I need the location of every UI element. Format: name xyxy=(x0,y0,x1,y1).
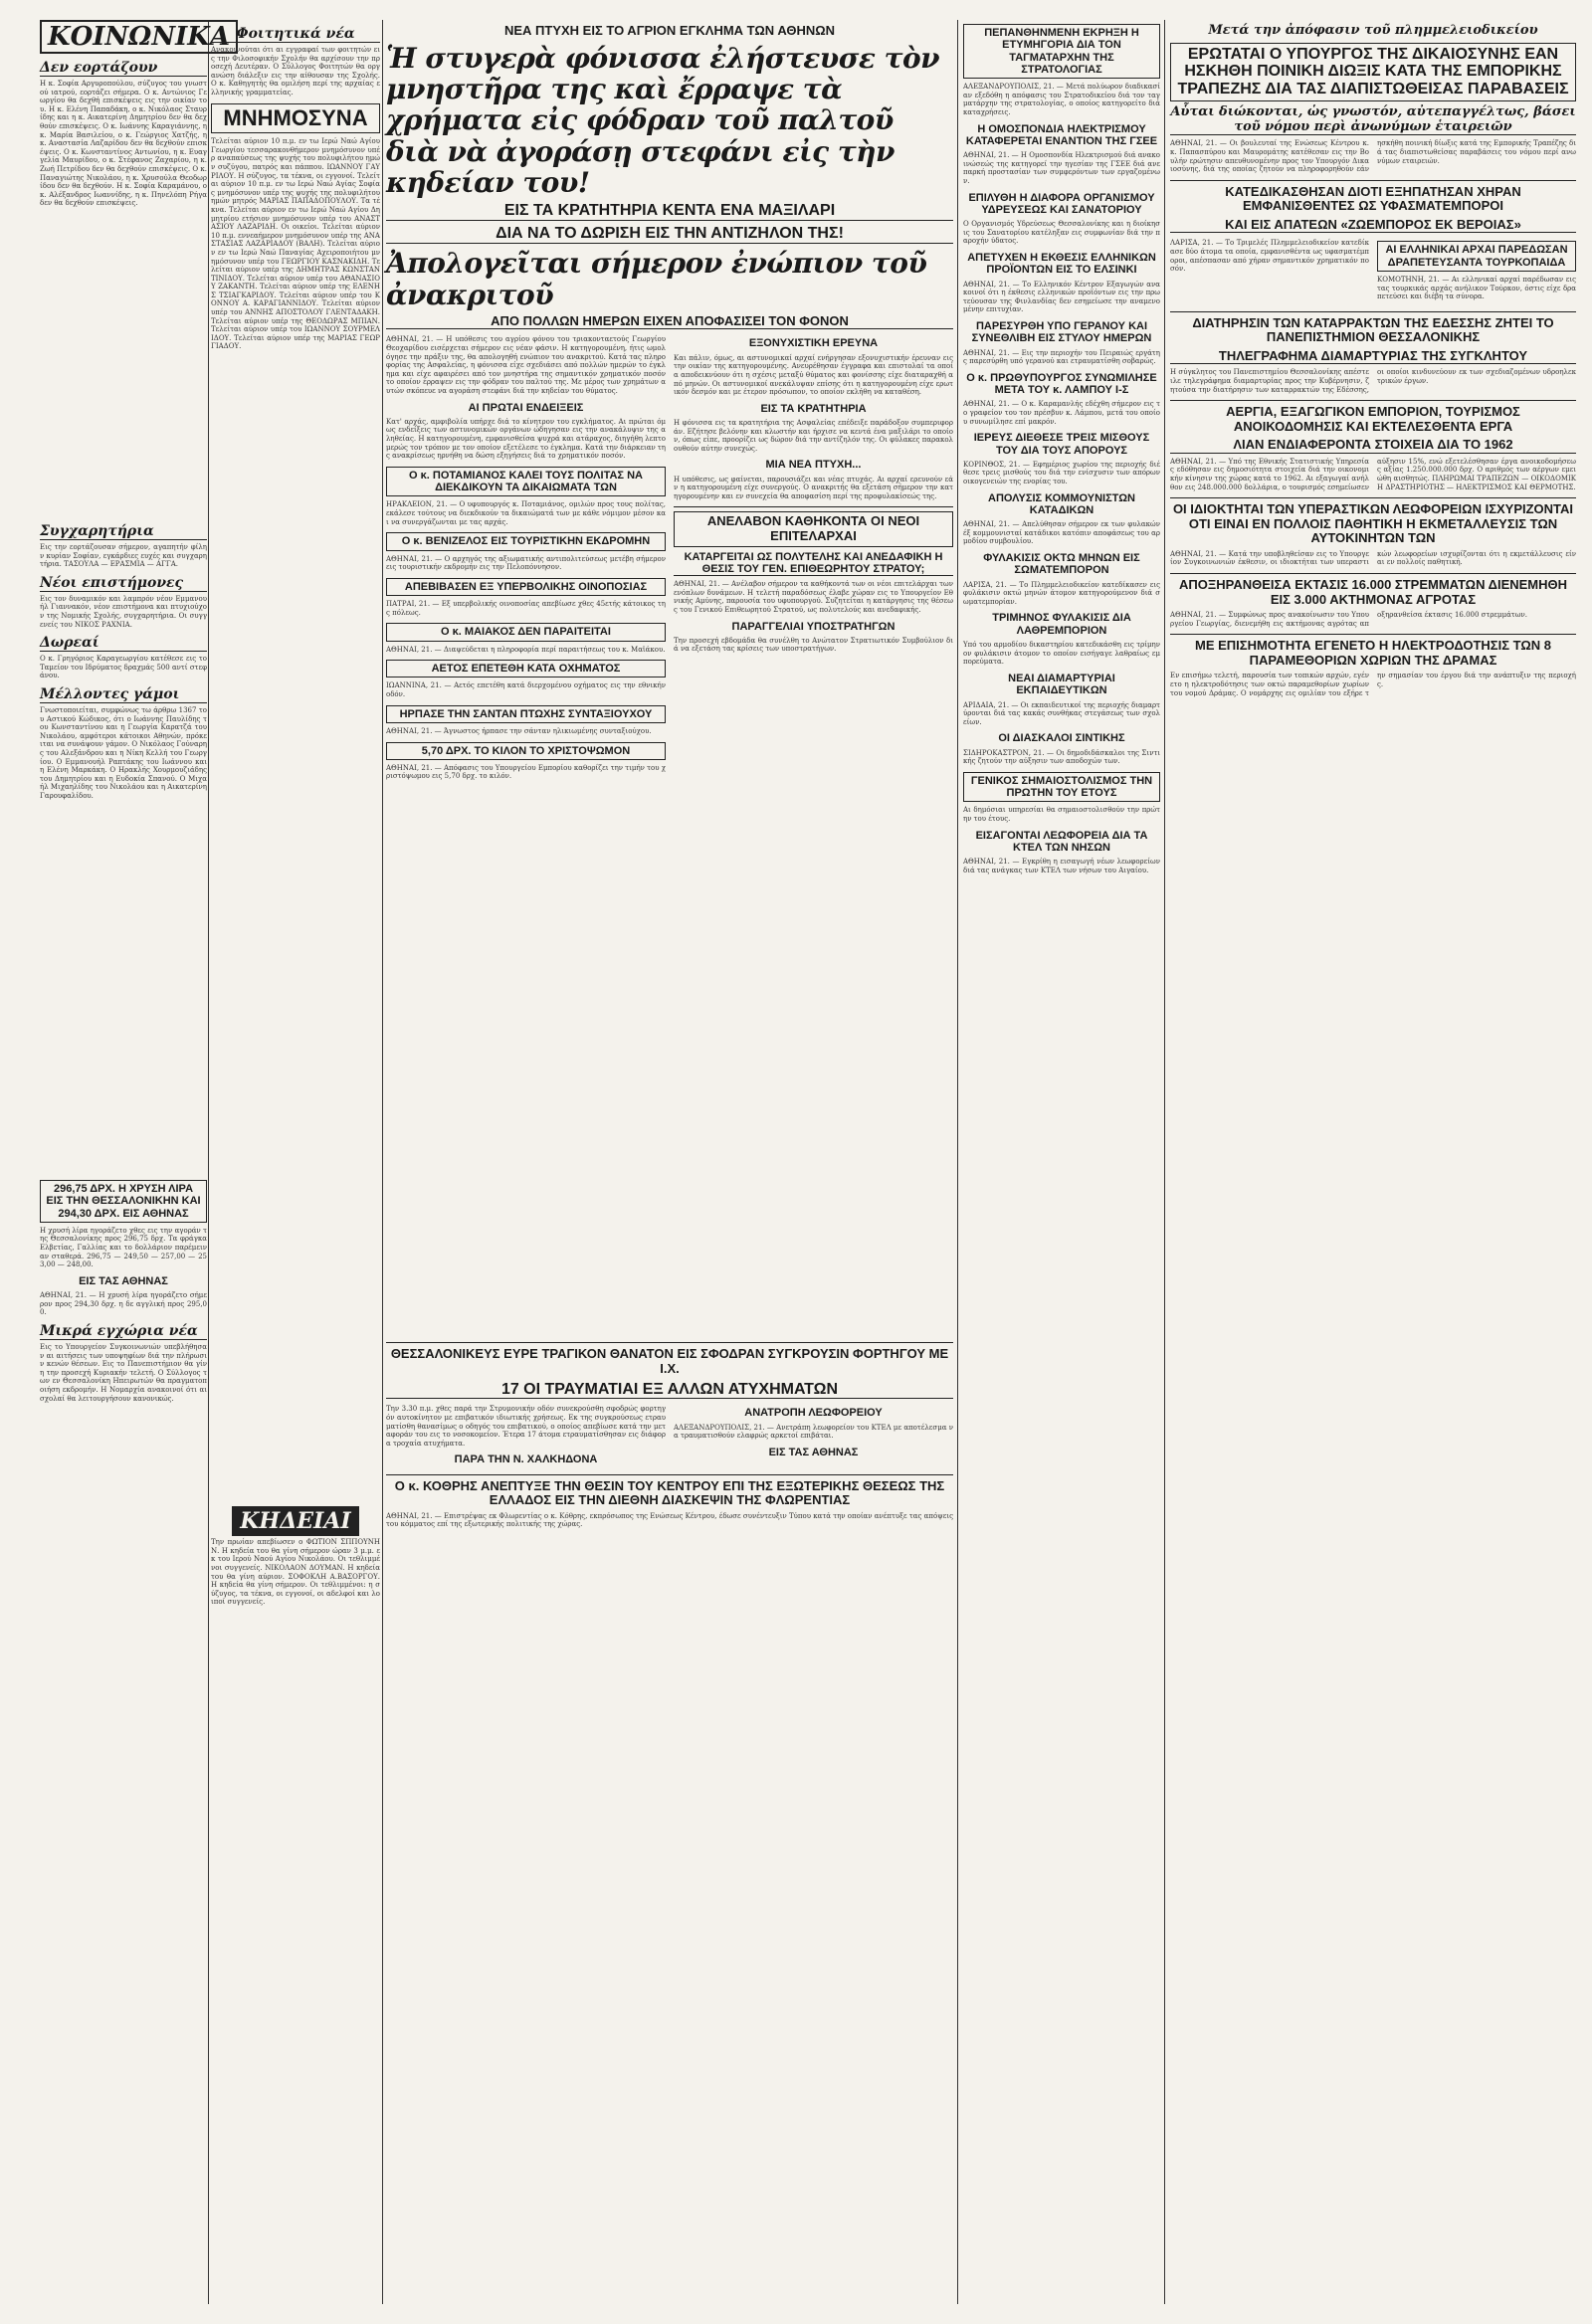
lead-headline: Ἡ στυγερὰ φόνισσα ἐλήστευσε τὸν μνηστῆρα της καὶ ἔρραψε τὰ χρήματα εἰς φόδραν τοῦ παλτοῦ διὰ νὰ ἀγοράσῃ στεφάνι εἰς τὴν κηδείαν του! xyxy=(386,41,940,199)
subheading: ΑΙ ΠΡΩΤΑΙ ΕΝΔΕΙΞΕΙΣ xyxy=(468,401,584,414)
story-headline: ΓΕΝΙΚΟΣ ΣΗΜΑΙΟΣΤΟΛΙΣΜΟΣ ΤΗΝ ΠΡΩΤΗΝ ΤΟΥ ΕΤΟΥΣ xyxy=(963,772,1160,803)
section-heading: Μικρά εγχώρια νέα xyxy=(40,1323,207,1340)
funerals-heading: ΚΗΔΕΙΑΙ xyxy=(232,1506,358,1536)
article-body: Γνωστοποιείται, συμφώνως τω άρθρω 1367 του Αστικού Κώδικος, ότι ο Ιωάννης Παυλίδης του Κωνσταντίνου και η Γεωργία Καρατζά του Νικολάου, αμφότεροι κάτοικοι Αθηνών, πρόκειται να συνάψουν γάμον. Ο Νικόλαος Γούναρης του Αλεξάνδρου και η Νίκη Κελλή του Γεωργίου. Ο Εμμανουήλ Ραπτάκης του Ιωάννου και η Ελένη Μαρκάκη. Ο Ηρακλής Χουρμουζιάδης του Δημητρίου και η Ευδοκία Σπανού. Ο Μιχαήλ Μιχαηλίδης του Νικολάου και η Αικατερίνη Γαρουφαλίδου. xyxy=(40,705,207,800)
subheading: ΠΑΡΑΓΓΕΛΙΑΙ ΥΠΟΣΤΡΑΤΗΓΩΝ xyxy=(731,620,896,633)
article-body: ΑΛΕΞΑΝΔΡΟΥΠΟΛΙΣ, 21. — Ανετράπη λεωφορείον του ΚΤΕΛ με αποτέλεσμα να τραυματισθούν ελαφρώς αρκετοί επιβάται. xyxy=(674,1423,953,1441)
article-body: ΣΙΔΗΡΟΚΑΣΤΡΟΝ, 21. — Οι δημοδιδάσκαλοι της Σιντικής ζητούν την αύξησιν των αποδοχών των. xyxy=(963,748,1160,766)
article-body: Ο κ. Γρηγόριος Καραγεωργίου κατέθεσε εις το Ταμείον του Ιδρύματος δραχμάς 500 αντί στεφάνου. xyxy=(40,655,207,680)
article-body: ΑΘΗΝΑΙ, 21. — Συμφώνως προς ανακοίνωσιν του Υπουργείου Γεωργίας, διενεμήθη εις ακτήμονας αγρότας αποξηρανθείσα έκτασις 16.000 στρεμμάτων. xyxy=(1170,611,1527,628)
story-headline: Ο κ. ΜΑΙΑΚΟΣ ΔΕΝ ΠΑΡΑΙΤΕΙΤΑΙ xyxy=(386,623,666,641)
section-heading: Νέοι επιστήμονες xyxy=(40,575,207,592)
story-headline: ΟΙ ΔΙΑΣΚΑΛΟΙ ΣΙΝΤΙΚΗΣ xyxy=(998,732,1125,745)
article-body: Η υπόθεσις, ως φαίνεται, παρουσιάζει και νέας πτυχάς. Αι αρχαί ερευνούν εάν η κατηγορουμένη είχε συνεργούς. Ο ανακριτής θα εξετάση σήμερον την κατηγορουμένην και εν συνεχεία θα αποφασίση περί της προφυλακίσεώς της. xyxy=(674,475,953,500)
story-headline: ΑΝΕΛΑΒΟΝ ΚΑΘΗΚΟΝΤΑ ΟΙ ΝΕΟΙ ΕΠΙΤΕΛΑΡΧΑΙ xyxy=(674,511,953,546)
article-body: ΑΘΗΝΑΙ, 21. — Ανέλαβον σήμερον τα καθήκοντά των οι νέοι επιτελάρχαι των ενόπλων δυνάμεων. Η τελετή παραδόσεως έλαβε χώραν εις το Υπουργείον Εθνικής Αμύνης, παρουσία του υφυπουργού. Συζητείται η κατάργησις της θέσεως του Γενικού Επιθεωρητού Στρατού, ως πολυτελούς και ανεδαφικής. xyxy=(674,580,953,614)
article-body: ΗΡΑΚΛΕΙΟΝ, 21. — Ο υφυπουργός κ. Ποταμιάνος, ομιλών προς τους πολίτας, εκάλεσε τούτους να διεκδικούν τα δικαιώματά των με κάθε νόμιμον μέσον και να συνεργάζωνται με τας αρχάς. xyxy=(386,500,666,526)
story-headline: ΝΕΑΙ ΔΙΑΜΑΡΤΥΡΙΑΙ ΕΚΠΑΙΔΕΥΤΙΚΩΝ xyxy=(1008,672,1115,697)
lead-kicker: ΝΕΑ ΠΤΥΧΗ ΕΙΣ ΤΟ ΑΓΡΙΟΝ ΕΓΚΛΗΜΑ ΤΩΝ ΑΘΗΝΩΝ xyxy=(503,23,836,38)
column-rule xyxy=(382,20,383,2304)
article-body: Αι δημόσιαι υπηρεσίαι θα σημαιοστολισθούν την πρώτην του έτους. xyxy=(963,806,1160,823)
column-briefs xyxy=(963,20,1160,2304)
article-body: ΑΛΕΞΑΝΔΡΟΥΠΟΛΙΣ, 21. — Μετά πολύωρον διαδικασίαν εξεδόθη η απόφασις του Στρατοδικείου διά τον ταγματάρχην της στρατολογίας, ο οποίος κατηγορείτο διά καταχρήσεις. xyxy=(963,83,1161,117)
subheading: ΠΑΡΑ ΤΗΝ Ν. ΧΑΛΚΗΔΟΝΑ xyxy=(454,1453,598,1466)
section-heading: Φοιτητικά νέα xyxy=(211,26,380,43)
article-body: ΑΘΗΝΑΙ, 21. — Διαψεύδεται η πληροφορία περί παραιτήσεως του κ. Μαϊάκου. xyxy=(386,645,666,654)
article-body: Και πάλιν, όμως, αι αστυνομικαί αρχαί ενήργησαν εξονυχιστικήν έρευναν εις την οικίαν της κατηγορουμένης. Ανευρέθησαν έγγραφα και επιστολαί τα οποία αποδεικνύουν ότι η σχέσις μεταξύ θύματος και φονίσσης είχε διαταραχθή από μηνών. Οι αστυνομικοί ανεκάλυψαν επίσης ότι η κατηγορουμένη είχε ερωτικόν δεσμόν και με έτερον πρόσωπον, το οποίον εκλήθη να καταθέση. xyxy=(674,353,953,397)
social-masthead: ΚΟΙΝΩΝΙΚΑ xyxy=(40,20,238,54)
article-body: Υπό του αρμοδίου δικαστηρίου κατεδικάσθη εις τρίμηνον φυλάκισιν άτομον το οποίον εισήγαγε λαθραίως εμπορεύματα. xyxy=(963,641,1160,667)
column-social xyxy=(40,20,231,2304)
section-heading: Συγχαρητήρια xyxy=(40,523,207,540)
column-rule xyxy=(1164,20,1165,2304)
story-headline: ΙΕΡΕΥΣ ΔΙΕΘΕΣΕ ΤΡΕΙΣ ΜΙΣΘΟΥΣ ΤΟΥ ΔΙΑ ΤΟΥΣ ΑΠΟΡΟΥΣ xyxy=(973,432,1150,457)
story-headline: ΑΠΟΞΗΡΑΝΘΕΙΣΑ ΕΚΤΑΣΙΣ 16.000 ΣΤΡΕΜΜΑΤΩΝ ΔΙΕΝΕΜΗΘΗ ΕΙΣ 3.000 ΑΚΤΗΜΟΝΑΣ ΑΓΡΟΤΑΣ xyxy=(1178,577,1568,607)
article-body: Εις τον δυναμικόν και λαμπρόν νέον Εμμανουήλ Γιαννακόν, νέον επιστήμονα και πτυχιούχον της Νομικής Σχολής, συγχαρητήρια. Οι συγγενείς του ΝΙΚΟΣ ΡΑΧΝΙΑ. xyxy=(40,594,207,629)
article-body: ΑΘΗΝΑΙ, 21. — Η χρυσή λίρα ηγοράζετο σήμερον προς 294,30 δρχ. η δε αγγλική προς 295,00. xyxy=(40,1291,207,1317)
article-body: ΑΘΗΝΑΙ, 21. — Εγκρίθη η εισαγωγή νέων λεωφορείων διά τας ανάγκας των ΚΤΕΛ των νήσων του Αιγαίου. xyxy=(963,858,1160,874)
article-body: Εις την εορτάζουσαν σήμερον, αγαπητήν φίλην κυρίαν Σοφίαν, εγκάρδιες ευχές και συγχαρητήρια. ΤΑΣΟΥΛΑ — ΕΡΑΣΜΙΑ — ΑΓΓΑ. xyxy=(40,543,207,569)
article-body: ΙΩΑΝΝΙΝΑ, 21. — Αετός επετέθη κατά διερχομένου οχήματος εις την εθνικήν οδόν. xyxy=(386,681,666,699)
article-body: ΑΡΙΔΑΙΑ, 21. — Οι εκπαιδευτικοί της περιοχής διαμαρτύρονται διά τας κακάς συνθήκας στεγάσεως των σχολείων. xyxy=(963,700,1160,726)
section-heading: Δεν εορτάζουν xyxy=(40,60,207,77)
story-deck: 17 ΟΙ ΤΡΑΥΜΑΤΙΑΙ ΕΞ ΑΛΛΩΝ ΑΤΥΧΗΜΑΤΩΝ xyxy=(386,1381,953,1400)
article-body: ΑΘΗΝΑΙ, 21. — Η υπόθεσις του αγρίου φόνου του τριακονταετούς Γεωργίου Θεοχαρίδου εισέρχεται σήμερον εις νέαν φάσιν. Η κατηγορουμένη, ήτις ωμολόγησε την πράξιν της, θα απολογηθή ενώπιον του ανακριτού. Κατά τας πληροφορίας της Ασφαλείας, η φόνισσα είχε σχεδιάσει από πολλών ημερών το έγκλημα και είχε αφαιρέσει από τον μνηστήρα της σημαντικόν χρηματικόν ποσόν το οποίον έρραψεν εις την φόδραν του παλτού της. Με μέρος των χρημάτων αυτών σκόπευε να αγοράση στεφάνι διά την κηδείαν του θύματος. xyxy=(386,335,666,395)
article-body: ΑΘΗΝΑΙ, 21. — Οι βουλευταί της Ενώσεως Κέντρου κ.κ. Παπασπύρου και Μαυρομάτης κατέθεσαν εις την Βουλήν ερώτησιν απευθυνομένην προς τον Υπουργόν Δικαιοσύνης, διά της οποίας ζητούν να πληροφορηθούν εάν ησκήθη ποινική δίωξις κατά της Εμπορικής Τραπέζης διά τας διαπιστωθείσας παραβάσεις του νόμου περί ανωνύμων εταιρειών. xyxy=(1170,139,1576,174)
story-headline: 5,70 ΔΡΧ. ΤΟ ΚΙΛΟΝ ΤΟ ΧΡΙΣΤΟΨΩΜΟΝ xyxy=(386,742,666,760)
lead-deck: ΑΠΟ ΠΟΛΛΩΝ ΗΜΕΡΩΝ ΕΙΧΕΝ ΑΠΟΦΑΣΙΣΕΙ ΤΟΝ ΦΟΝΟΝ xyxy=(386,314,953,330)
subheading: ΕΙΣ ΤΑΣ ΑΘΗΝΑΣ xyxy=(768,1446,859,1458)
story-headline: ΠΕΠΑΝΘΗΝΜΕΝΗ ΕΚΡΗΞΗ Η ΕΤΥΜΗΓΟΡΙΑ ΔΙΑ ΤΟΝ ΤΑΓΜΑΤΑΡΧΗΝ ΤΗΣ ΣΤΡΑΤΟΛΟΓΙΑΣ xyxy=(963,24,1160,79)
article-body: ΑΘΗΝΑΙ, 21. — Ο κ. Καραμανλής εδέχθη σήμερον εις το γραφείον του τον πρέσβυν κ. Λάμπου, μετά του οποίου συνωμίλησε επί μακρόν. xyxy=(963,400,1160,426)
story-headline: Ο κ. ΠΡΩΘΥΠΟΥΡΓΟΣ ΣΥΝΩΜΙΛΗΣΕ ΜΕΤΑ ΤΟΥ κ. ΛΑΜΠΟΥ Ι-Σ xyxy=(966,371,1157,397)
article-body: ΑΘΗΝΑΙ, 21. — Ο αρχηγός της αξιωματικής αντιπολιτεύσεως μετέβη σήμερον εις τουριστικήν εκδρομήν εις την Πελοπόννησον. xyxy=(386,554,666,572)
article-body: ΑΘΗΝΑΙ, 21. — Άγνωστος ήρπασε την σάνταν ηλικιωμένης συνταξιούχου. xyxy=(386,726,652,735)
article-body: Εν επισήμω τελετή, παρουσία των τοπικών αρχών, εγένετο η ηλεκτροδότησις των οκτώ παραμεθορίων χωρίων του νομού Δράμας. Ο νομάρχης εις ομιλίαν του εξήρε την σημασίαν του έργου διά την ανάπτυξιν της περιοχής. xyxy=(1170,672,1576,697)
story-headline: ΔΙΑΤΗΡΗΣΙΝ ΤΩΝ ΚΑΤΑΡΡΑΚΤΩΝ ΤΗΣ ΕΔΕΣΣΗΣ ΖΗΤΕΙ ΤΟ ΠΑΝΕΠΙΣΤΗΜΙΟΝ ΘΕΣΣΑΛΟΝΙΚΗΣ xyxy=(1192,314,1554,345)
article-body: ΚΟΡΙΝΘΟΣ, 21. — Εφημέριος χωρίου της περιοχής διέθεσε τρεις μισθούς του διά την ενίσχυσιν των απόρων οικογενειών της ενορίας του. xyxy=(963,460,1160,486)
article-body: ΚΟΜΟΤΗΝΗ, 21. — Αι ελληνικαί αρχαί παρέδωσαν εις τας τουρκικάς αρχάς ανήλικον Τούρκον, όστις είχε δραπετεύσει και διέβη τα σύνορα. xyxy=(1377,276,1576,301)
section-heading: Μέλλοντες γάμοι xyxy=(40,686,207,703)
subheading: ΜΙΑ ΝΕΑ ΠΤΥΧΗ... xyxy=(765,459,862,472)
article-body: ΛΑΡΙΣΑ, 21. — Το Πλημμελειοδικείον κατεδίκασεν εις φυλάκισιν οκτώ μηνών άτομον κατηγορούμενον διά σωματεμπορίαν. xyxy=(963,580,1160,606)
column-notices xyxy=(211,20,380,2304)
article-body: Η σύγκλητος του Πανεπιστημίου Θεσσαλονίκης απέστειλε τηλεγράφημα διαμαρτυρίας προς την Κυβέρνησιν, ζητούσα την διατήρησιν των καταρρακτών της Εδέσσης, οι οποίοι κινδυνεύουν εκ των σχεδιαζομένων υδροηλεκτρικών έργων. xyxy=(1170,368,1576,394)
article-body: ΑΘΗΝΑΙ, 21. — Υπό της Εθνικής Στατιστικής Υπηρεσίας εδόθησαν εις δημοσιότητα στοιχεία διά την οικονομικήν κίνησιν της χώρας κατά το 1962. Αι εξαγωγαί ανήλθον εις 248.000.000 δολλάρια, ο τουρισμός εσημείωσεν αύξησιν 15%, ενώ εξετελέσθησαν έργα ανοικοδομήσεως αξίας 1.250.000.000 δρχ. Ο αριθμός των αέργων εμειώθη αισθητώς. ΠΛΗΡΩΜΑΙ ΤΡΑΠΕΖΩΝ — ΟΙΚΟΔΟΜΙΚΗ ΔΡΑΣΤΗΡΙΟΤΗΣ — ΗΛΕΚΤΡΙΣΜΟΣ ΚΑΙ ΘΕΡΜΟΤΗΣ. xyxy=(1170,457,1576,491)
story-column xyxy=(386,333,666,1338)
article-body: Ο Οργανισμός Υδρεύσεως Θεσσαλονίκης και η διοίκησις του Σανατορίου κατέληξαν εις συμφωνίαν διά την παροχήν ύδατος. xyxy=(963,220,1160,246)
story-headline: ΕΙΣΑΓΟΝΤΑΙ ΛΕΩΦΟΡΕΙΑ ΔΙΑ ΤΑ ΚΤΕΛ ΤΩΝ ΝΗΣΩΝ xyxy=(975,829,1148,854)
story-headline: ΦΥΛΑΚΙΣΙΣ ΟΚΤΩ ΜΗΝΩΝ ΕΙΣ ΣΩΜΑΤΕΜΠΟΡΟΝ xyxy=(983,552,1140,577)
column-rule xyxy=(957,20,958,2304)
story-headline: ΑΠΕΤΥΧΕΝ Η ΕΚΘΕΣΙΣ ΕΛΛΗΝΙΚΩΝ ΠΡΟΪΟΝΤΩΝ ΕΙΣ ΤΟ ΕΛΣΙΝΚΙ xyxy=(967,252,1156,277)
column-lead xyxy=(386,20,953,2304)
lead-deck: ΔΙΑ ΝΑ ΤΟ ΔΩΡΙΣΗ ΕΙΣ ΤΗΝ ΑΝΤΙΖΗΛΟΝ ΤΗΣ! xyxy=(386,225,953,244)
story-headline: Η ΟΜΟΣΠΟΝΔΙΑ ΗΛΕΚΤΡΙΣΜΟΥ ΚΑΤΑΦΕΡΕΤΑΙ ΕΝΑΝΤΙΟΝ ΤΗΣ ΓΣΕΕ xyxy=(965,122,1158,147)
article-body: ΠΑΤΡΑΙ, 21. — Εξ υπερβολικής οινοποσίας απεβίωσε χθες 45ετής κάτοικος της πόλεως. xyxy=(386,600,666,617)
subheading: ΕΙΣ ΤΑ ΚΡΑΤΗΤΗΡΙΑ xyxy=(760,402,867,415)
story-headline: ΕΠΙΛΥΘΗ Η ΔΙΑΦΟΡΑ ΟΡΓΑΝΙΣΜΟΥ ΥΔΡΕΥΣΕΩΣ ΚΑΙ ΣΑΝΑΤΟΡΙΟΥ xyxy=(968,191,1155,216)
story-headline: ΑΙ ΕΛΛΗΝΙΚΑΙ ΑΡΧΑΙ ΠΑΡΕΔΩΣΑΝ ΔΡΑΠΕΤΕΥΣΑΝΤΑ ΤΟΥΡΚΟΠΑΙΔΑ xyxy=(1377,241,1576,272)
article-body: ΑΘΗΝΑΙ, 21. — Απελύθησαν σήμερον εκ των φυλακών έξ κομμουνισταί κατάδικοι κατόπιν αποφάσεως του αρμοδίου συμβουλίου. xyxy=(963,520,1160,546)
article-body: Εις το Υπουργείον Συγκοινωνιών υπεβλήθησαν αι αιτήσεις των υποψηφίων διά την πλήρωσιν κενών θέσεων. Εις το Πανεπιστήμιον θα γίνη την προσεχή Κυριακήν τελετή. Ο Σύλλογος των εν Θεσσαλονίκη Ηπειρωτών θα πραγματοποιήση εκδρομήν. Η Νομαρχία ανακοινοί ότι αι σχολαί θα λειτουργήσουν κανονικώς. xyxy=(40,1342,207,1403)
article-body: Ανακοινούται ότι αι εγγραφαί των φοιτητών εις την Φιλοσοφικήν Σχολήν θα αρχίσουν την προσεχή Δευτέραν. Ο Σύλλογος Φοιτητών θα οργανώση διάλεξιν εις την αίθουσαν της Σχολής. Ο κ. Καθηγητής θα ομιλήση περί της αρχαίας ελληνικής γραμματείας. xyxy=(211,46,380,97)
column-rule xyxy=(208,20,209,2304)
story-headline: ΗΡΠΑΣΕ ΤΗΝ ΣΑΝΤΑΝ ΠΤΩΧΗΣ ΣΥΝΤΑΞΙΟΥΧΟΥ xyxy=(386,705,666,723)
dateline-heading: ΕΙΣ ΤΑΣ ΑΘΗΝΑΣ xyxy=(79,1274,168,1287)
article-body: ΑΘΗΝΑΙ, 21. — Επιστρέψας εκ Φλωρεντίας ο κ. Κόθρης, εκπρόσωπος της Ενώσεως Κέντρου, έδωσε συνέντευξιν Τύπου κατά την οποίαν ανέπτυξε τας απόψεις του κόμματος επί της εξωτερικής πολιτικής της χώρας. xyxy=(386,1511,953,1529)
article-body: ΑΘΗΝΑΙ, 21. — Το Ελληνικόν Κέντρον Εξαγωγών ανακοινοί ότι η έκθεσις ελληνικών προϊόντων εις την πρωτεύουσαν της Φινλανδίας δεν εσημείωσε την αναμενομένην επιτυχίαν. xyxy=(963,280,1160,314)
story-headline: ΜΕ ΕΠΙΣΗΜΟΤΗΤΑ ΕΓΕΝΕΤΟ Η ΗΛΕΚΤΡΟΔΟΤΗΣΙΣ ΤΩΝ 8 ΠΑΡΑΜΕΘΟΡΙΩΝ ΧΩΡΙΩΝ ΤΗΣ ΔΡΑΜΑΣ xyxy=(1195,638,1551,668)
story-headline: ΚΑΤΕΔΙΚΑΣΘΗΣΑΝ ΔΙΟΤΙ ΕΞΗΠΑΤΗΣΑΝ ΧΗΡΑΝ ΕΜΦΑΝΙΣΘΕΝΤΕΣ ΩΣ ΥΦΑΣΜΑΤΕΜΠΟΡΟΙ xyxy=(1225,183,1521,214)
article-body: Η φόνισσα εις τα κρατητήρια της Ασφαλείας επέδειξε παράδοξον συμπεριφοράν. Εζήτησε βελόνην και κλωστήν και ήρχισε να κεντά ένα μαξιλάρι το οποίον, όπως είπε, προορίζει ως δώρον διά την αντίζηλόν της. Οι φύλακες παρακολουθούν αύτην συνεχώς. xyxy=(674,419,953,453)
story-headline: ΑΕΡΓΙΑ, ΕΞΑΓΩΓΙΚΟΝ ΕΜΠΟΡΙΟΝ, ΤΟΥΡΙΣΜΟΣ ΑΝΟΙΚΟΔΟΜΗΣΙΣ ΚΑΙ ΕΚΤΕΛΕΣΘΕΝΤΑ ΕΡΓΑ xyxy=(1226,404,1520,434)
subheading: ΑΝΑΤΡΟΠΗ ΛΕΩΦΟΡΕΙΟΥ xyxy=(744,1407,883,1420)
story-headline: ΤΡΙΜΗΝΟΣ ΦΥΛΑΚΙΣΙΣ ΔΙΑ ΛΑΘΡΕΜΠΟΡΙΟΝ xyxy=(992,612,1131,637)
story-deck: ΛΙΑΝ ΕΝΔΙΑΦΕΡΟΝΤΑ ΣΤΟΙΧΕΙΑ ΔΙΑ ΤΟ 1962 xyxy=(1170,438,1576,454)
story-headline: ΠΑΡΕΣΥΡΘΗ ΥΠΟ ΓΕΡΑΝΟΥ ΚΑΙ ΣΥΝΕΘΛΙΒΗ ΕΙΣ ΣΤΥΛΟΥ ΗΜΕΡΩΝ xyxy=(971,320,1152,345)
article-body: ΑΘΗΝΑΙ, 21. — Απόφασις του Υπουργείου Εμπορίου καθορίζει την τιμήν του χριστόψωμου εις 5,70 δρχ. το κιλόν. xyxy=(386,763,666,781)
story-deck: ΤΗΛΕΓΡΑΦΗΜΑ ΔΙΑΜΑΡΤΥΡΙΑΣ ΤΗΣ ΣΥΓΚΛΗΤΟΥ xyxy=(1170,349,1576,365)
story-column xyxy=(674,333,953,1338)
story-headline: Ο κ. ΒΕΝΙΖΕΛΟΣ ΕΙΣ ΤΟΥΡΙΣΤΙΚΗΝ ΕΚΔΡΟΜΗΝ xyxy=(386,532,666,550)
story-headline: ΕΡΩΤΑΤΑΙ Ο ΥΠΟΥΡΓΟΣ ΤΗΣ ΔΙΚΑΙΟΣΥΝΗΣ ΕΑΝ ΗΣΚΗΘΗ ΠΟΙΝΙΚΗ ΔΙΩΞΙΣ ΚΑΤΑ ΤΗΣ ΕΜΠΟΡΙΚΗΣ ΤΡΑΠΕΖΗΣ ΔΙΑ ΤΑΣ ΔΙΑΠΙΣΤΩΘΕΙΣΑΣ ΠΑΡΑΒΑΣΕΙΣ xyxy=(1170,43,1576,102)
story-headline: Ο κ. ΚΟΘΡΗΣ ΑΝΕΠΤΥΞΕ ΤΗΝ ΘΕΣΙΝ ΤΟΥ ΚΕΝΤΡΟΥ ΕΠΙ ΤΗΣ ΕΞΩΤΕΡΙΚΗΣ ΘΕΣΕΩΣ ΤΗΣ ΕΛΛΑΔΟΣ ΕΙΣ ΤΗΝ ΔΙΕΘΝΗ ΔΙΑΣΚΕΨΙΝ ΤΗΣ ΦΛΩΡΕΝΤΙΑΣ xyxy=(394,1477,945,1508)
article-body: ΑΘΗΝΑΙ, 21. — Εις την περιοχήν του Πειραιώς εργάτης παρεσύρθη υπό γερανού και ετραυματίσθη σοβαρώς. xyxy=(963,348,1160,366)
article-body: Κατ' αρχάς, αμφιβολία υπήρχε διά το κίνητρον του εγκλήματος. Αι πρώται όμως ενδείξεις των αστυνομικών οργάνων ώδηγησαν εις την ανακάλυψιν της αληθείας. Η κατηγορουμένη, εμφανισθείσα ψυχρά και ατάραχος, διηγήθη λεπτομερώς τον τρόπον με τον οποίον εξετέλεσε το έγκλημα. Κατά την διάρκειαν της ανακρίσεως ηρνήθη να δώση εξηγήσεις διά το χρηματικόν ποσόν. xyxy=(386,417,666,461)
story-headline: ΑΠΟΛΥΣΙΣ ΚΟΜΜΟΥΝΙΣΤΩΝ ΚΑΤΑΔΙΚΩΝ xyxy=(988,491,1135,516)
story-deck: ΚΑΤΑΡΓΕΙΤΑΙ ΩΣ ΠΟΛΥΤΕΛΗΣ ΚΑΙ ΑΝΕΔΑΦΙΚΗ Η ΘΕΣΙΣ ΤΟΥ ΓΕΝ. ΕΠΙΘΕΩΡΗΤΟΥ ΣΤΡΑΤΟΥ; xyxy=(674,551,953,577)
article-body: Τελείται αύριον 10 π.μ. εν τω Ιερώ Ναώ Αγίου Γεωργίου τεσσαρακονθήμερον μνημόσυνον υπέρ αναπαύσεως της ψυχής του πολυφιλήτου ημών συζύγου, πατρός και πάππου. ΙΩΑΝΝΟΥ ΓΑΥΡΙΛΟΥ. Η σύζυγος, τα τέκνα, οι εγγονοί. Τελείται αύριον 10 π.μ. εν τω Ιερώ Ναώ Αγίας Σοφίας μνημόσυνον υπέρ της ψυχής της πολυφιλήτου ημών μητρός ΜΑΡΙΑΣ ΠΑΠΑΔΟΠΟΥΛΟΥ. Τα τέκνα. Τελείται αύριον εν τω Ιερώ Ναώ Αγίου Δημητρίου ετήσιον μνημόσυνον υπέρ του ΑΝΑΣΤΑΣΙΟΥ ΛΑΖΑΡΙΔΗ. Οι οικείοι. Τελείται αύριον 10 π.μ. εννεαήμερον μνημόσυνον υπέρ της ΑΝΑΣΤΑΣΙΑΣ ΛΑΖΑΡΙΑΔΟΥ (ΒΑΛΗ). Τελείται αύριον εν τω Ιερώ Ναώ Παναγίας Αχειροποιήτου μνημόσυνον υπέρ του ΓΕΩΡΓΙΟΥ ΚΑΣΝΑΚΙΔΗ. Τελείται αύριον υπέρ της ΔΗΜΗΤΡΑΣ ΚΩΝΣΤΑΝΤΙΝΙΔΟΥ. Τελείται αύριον υπέρ του ΑΘΑΝΑΣΙΟΥ ΖΑΚΑΝΤΗ. Τελείται αύριον υπέρ της ΕΛΕΝΗΣ ΤΣΙΑΓΚΑΡΙΔΟΥ. Τελείται αύριον υπέρ του ΚΟΝΝΟΥ Α. ΚΑΡΑΓΙΑΝΝΙΔΟΥ. Τελείται αύριον υπέρ του ΑΝΝΗΣ ΑΠΟΣΤΟΛΟΥ ΓΛΕΝΤΑΔΑΚΗ. Τελείται αύριον υπέρ της ΘΕΟΔΩΡΑΣ ΜΠΙΑΝ. Τελείται αύριον υπέρ του ΙΩΑΝΝΟΥ ΣΟΥΡΜΕΛΙΔΟΥ. Τελείται αύριον υπέρ της ΜΑΡΙΑΣ ΓΕΩΡΓΙΑΔΟΥ. xyxy=(211,137,380,351)
article-body: Η χρυσή λίρα ηγοράζετο χθες εις την αγοράν της Θεσσαλονίκης προς 296,75 δρχ. Τα φράγκα Ελβετίας, Γαλλίας και το δολλάριον παρέμειναν σταθερά. 296,75 — 249,50 — 257,00 — 253,00 — 248,00. xyxy=(40,1226,207,1269)
article-body: Η κ. Σοφία Αργυροπούλου, σύζυγος του γνωστού ιατρού, εορτάζει σήμερα. Ο κ. Αντώνιος Γεωργίου θα δεχθή επισκέψεις εις την οικίαν του. Η κ. Ελένη Παπαδάκη, ο κ. Νικόλαος Σταυρίδης και η κ. Αικατερίνη Δημητρίου δεν θα δεχθούν επισκέψεις. Ο κ. Ιωάννης Καραγιάννης, η κ. Μαρία Βασιλείου, ο κ. Γεώργιος Χατζής, η κ. Αναστασία Λαζαρίδου δεν θα δεχθούν επισκέψεις. Ο κ. Κωνσταντίνος Αντωνίου, η κ. Ευαγγελία Μαυρίδου, ο κ. Στέφανος Ζαχαρίου, η κ. Ζωή Πετρίδου δεν θα δεχθούν επισκέψεις. Ο κ. Παναγιώτης Νικολάου, η κ. Χρυσούλα Θεοδωρίδου δεν θα δεχθούν. Η κ. Σοφία Καραμάνου, ο κ. Αλέξανδρος Ιωαννίδης, η κ. Πηνελόπη Ρήγα δεν θα δεχθούν επισκέψεις. xyxy=(40,80,207,208)
article-body: ΛΑΡΙΣΑ, 21. — Το Τριμελές Πλημμελειοδικείον κατεδίκασε δύο άτομα τα οποία, εμφανισθέντα ως υφασματέμποροι, απέσπασαν από χήραν σημαντικόν χρηματικόν ποσόν. xyxy=(1170,239,1369,274)
story-kicker: Μετά την ἀπόφασιν τοῦ πλημμελειοδικείου xyxy=(1208,23,1538,38)
section-heading: Δωρεαί xyxy=(40,635,207,652)
article-body: Την προσεχή εβδομάδα θα συνέλθη το Ανώτατον Στρατιωτικόν Συμβούλιον διά να εξετάση τας κρίσεις των υποστρατήγων. xyxy=(674,636,953,654)
article-body: ΑΘΗΝΑΙ, 21. — Κατά την υποβληθείσαν εις το Υπουργείον Συγκοινωνιών έκθεσιν, οι ιδιοκτήται των υπεραστικών λεωφορείων ισχυρίζονται ότι η εκμετάλλευσις είναι εν πολλοίς παθητική. xyxy=(1170,549,1576,567)
story-headline: ΑΠΕΒΙΒΑΣΕΝ ΕΞ ΥΠΕΡΒΟΛΙΚΗΣ ΟΙΝΟΠΟΣΙΑΣ xyxy=(386,578,666,596)
story-deck: ΚΑΙ ΕΙΣ ΑΠΑΤΕΩΝ «ΖΩΕΜΠΟΡΟΣ ΕΚ ΒΕΡΟΙΑΣ» xyxy=(1170,218,1576,234)
lead-headline-secondary: Ἀπολογεῖται σήμερον ἐνώπιον τοῦ ἀνακριτοῦ xyxy=(386,247,927,311)
article-body: Την πρωίαν απεβίωσεν ο ΦΩΤΙΟΝ ΣΠΠΟΥΝΗΝ. Η κηδεία του θα γίνη σήμερον ώραν 3 μ.μ. εκ του Ιερού Ναού Αγίου Νικολάου. Οι τεθλιμμένοι συγγενείς. ΝΙΚΟΛΑΟΝ ΔΟΥΜΑΝ. Η κηδεία του θα γίνη αύριον. ΣΟΦΟΚΛΗ Α.ΒΑΣΟΡΓΟΥ. Η κηδεία θα γίνη σήμερον. Οι τεθλιμμένοι: η σύζυγος, τα τέκνα, οι εγγονοί, οι αδελφοί και λοιποί συγγενείς. xyxy=(211,1538,380,1607)
story-headline: ΘΕΣΣΑΛΟΝΙΚΕΥΣ ΕΥΡΕ ΤΡΑΓΙΚΟΝ ΘΑΝΑΤΟΝ ΕΙΣ ΣΦΟΔΡΑΝ ΣΥΓΚΡΟΥΣΙΝ ΦΟΡΤΗΓΟΥ ΜΕ Ι.Χ. xyxy=(390,1346,949,1376)
column-right xyxy=(1170,20,1576,2304)
story-deck: Αὗται διώκονται, ὡς γνωστόν, αὐτεπαγγέλτως, βάσει τοῦ νόμου περὶ ἀνωνύμων ἑταιρειῶν xyxy=(1170,104,1576,134)
memorials-heading: ΜΝΗΜΟΣΥΝΑ xyxy=(211,103,380,134)
lead-deck: ΕΙΣ ΤΑ ΚΡΑΤΗΤΗΡΙΑ ΚΕΝΤΑ ΕΝΑ ΜΑΞΙΛΑΡΙ xyxy=(386,202,953,221)
article-body: ΑΘΗΝΑΙ, 21. — Η Ομοσπονδία Ηλεκτρισμού διά ανακοινώσεώς της κατηγορεί την ηγεσίαν της ΓΣΕΕ διά ανεπαρκή προστασίαν των συμφερόντων των εργαζομένων. xyxy=(963,151,1160,186)
subheading: ΕΞΟΝΥΧΙΣΤΙΚΗ ΕΡΕΥΝΑ xyxy=(748,337,879,350)
story-headline: Ο κ. ΠΟΤΑΜΙΑΝΟΣ ΚΑΛΕΙ ΤΟΥΣ ΠΟΛΙΤΑΣ ΝΑ ΔΙΕΚΔΙΚΟΥΝ ΤΑ ΔΙΚΑΙΩΜΑΤΑ ΤΩΝ xyxy=(386,467,666,497)
gold-headline: 296,75 ΔΡΧ. Η ΧΡΥΣΗ ΛΙΡΑ ΕΙΣ ΤΗΝ ΘΕΣΣΑΛΟΝΙΚΗΝ ΚΑΙ 294,30 ΔΡΧ. ΕΙΣ ΑΘΗΝΑΣ xyxy=(40,1180,207,1223)
article-body: Την 3.30 π.μ. χθες παρά την Στρυμονικήν οδόν συνεκρούσθη σφοδρώς φορτηγόν αυτοκίνητον με επιβατικόν ιδιωτικής χρήσεως. Εκ της συγκρούσεως ετραυματίσθη θανασίμως ο οδηγός του επιβατικού, ο οποίος απεβίωσε κατά την μεταφοράν του εις το νοσοκομείον. Έτερα 17 άτομα ετραυματίσθησαν εις διάφορα τροχαία ατυχήματα. xyxy=(386,1405,666,1448)
story-headline: ΟΙ ΙΔΙΟΚΤΗΤΑΙ ΤΩΝ ΥΠΕΡΑΣΤΙΚΩΝ ΛΕΩΦΟΡΕΙΩΝ ΙΣΧΥΡΙΖΟΝΤΑΙ ΟΤΙ ΕΙΝΑΙ ΕΝ ΠΟΛΛΟΙΣ ΠΑΘΗΤΙΚΗ Η ΕΚΜΕΤΑΛΛΕΥΣΙΣ ΤΩΝ ΑΥΤΟΚΙΝΗΤΩΝ ΤΩΝ xyxy=(1172,501,1574,546)
story-headline: ΑΕΤΟΣ ΕΠΕΤΕΘΗ ΚΑΤΑ ΟΧΗΜΑΤΟΣ xyxy=(386,660,666,678)
